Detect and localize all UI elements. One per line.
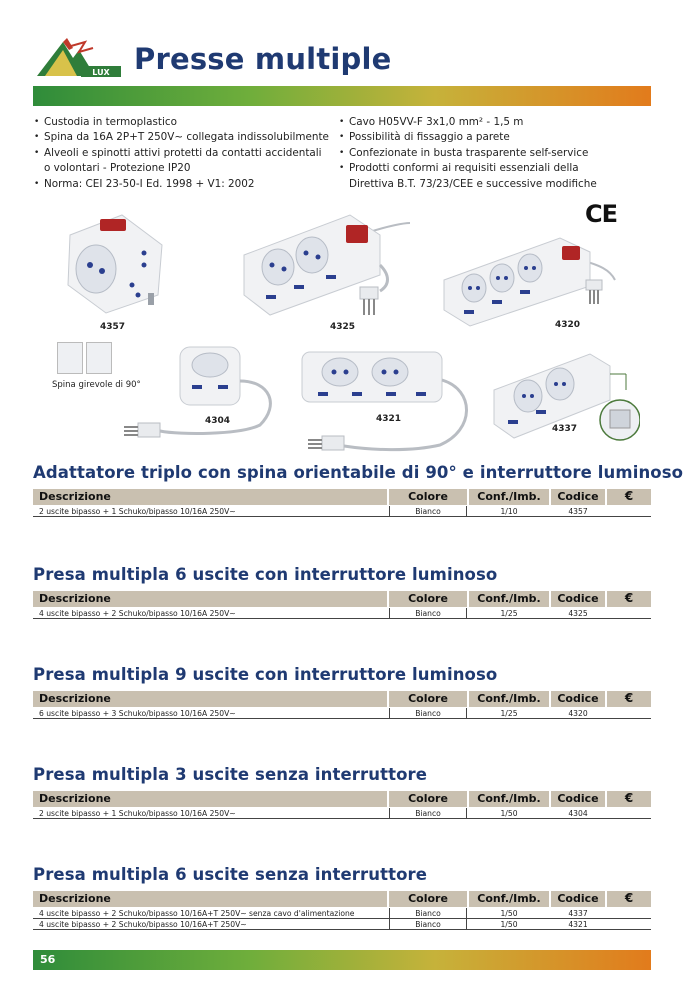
row-codice: 4357 — [568, 507, 588, 516]
row-colore: Bianco — [389, 919, 467, 930]
spina-girevole-caption: Spina girevole di 90° — [52, 380, 141, 390]
header-codice: Codice — [551, 591, 605, 607]
row-codice: 4321 — [568, 920, 588, 929]
row-conf: 1/25 — [500, 609, 518, 618]
header-colore: Colore — [389, 691, 467, 707]
header-colore: Colore — [389, 791, 467, 807]
product-label-4304: 4304 — [205, 416, 231, 426]
product-4325-image — [240, 205, 410, 320]
feature-text: • Alveoli e spinotti attivi protetti da contatti accidentali — [44, 146, 322, 159]
header-conf: Conf./Imb. — [469, 489, 549, 505]
header-codice: Codice — [551, 691, 605, 707]
section-title: Presa multipla 6 uscite senza interruttore — [33, 865, 428, 884]
right-feature-item — [339, 146, 659, 161]
header-gradient-bar — [33, 86, 651, 106]
header-euro: € — [607, 489, 651, 505]
row-conf: 1/50 — [500, 809, 518, 818]
row-colore: Bianco — [389, 808, 467, 819]
row-conf: 1/25 — [500, 709, 518, 718]
feature-text: Direttiva B.T. 73/23/CEE e successive modifiche — [349, 177, 597, 190]
footer-gradient-bar — [33, 950, 651, 970]
product-4320-image — [440, 230, 620, 330]
row-descrizione: 6 uscite bipasso + 3 Schuko/bipasso 10/16A 250V~ — [39, 709, 236, 718]
feature-text: o volontari - Protezione IP20 — [44, 162, 191, 175]
row-codice: 4320 — [568, 709, 588, 718]
product-label-4357: 4357 — [100, 322, 126, 332]
left-feature-item — [34, 115, 334, 130]
product-4304-image — [120, 345, 290, 445]
feature-text: • Norma: CEI 23-50-I Ed. 1998 + V1: 2002 — [44, 177, 255, 190]
table-row — [33, 506, 651, 517]
header-euro: € — [607, 691, 651, 707]
header-colore: Colore — [389, 489, 467, 505]
header-conf: Conf./Imb. — [469, 591, 549, 607]
header-conf: Conf./Imb. — [469, 791, 549, 807]
product-label-4321: 4321 — [376, 414, 402, 424]
table-header — [33, 591, 651, 607]
table-row — [33, 808, 651, 819]
row-colore: Bianco — [389, 908, 467, 919]
feature-text: • Possibilità di fissaggio a parete — [349, 131, 510, 144]
section-title: Presa multipla 6 uscite con interruttore luminoso — [33, 565, 498, 584]
table-header — [33, 489, 651, 505]
row-codice: 4337 — [568, 909, 588, 918]
header-descrizione: Descrizione — [33, 591, 387, 607]
page-number: 56 — [40, 953, 56, 966]
left-feature-item — [34, 146, 334, 177]
table-header — [33, 891, 651, 907]
product-4357-image — [62, 205, 172, 315]
header-descrizione: Descrizione — [33, 891, 387, 907]
header-colore: Colore — [389, 591, 467, 607]
logo-text: LUX — [92, 68, 110, 77]
feature-text: • Custodia in termoplastico — [44, 116, 177, 128]
header-conf: Conf./Imb. — [469, 891, 549, 907]
spina-image-1 — [57, 342, 83, 374]
header-euro: € — [607, 791, 651, 807]
row-descrizione: 2 uscite bipasso + 1 Schuko/bipasso 10/16A 250V~ — [39, 809, 236, 818]
row-descrizione: 4 uscite bipasso + 2 Schuko/bipasso 10/16A+T 250V~ senza cavo d'alimentazione — [39, 909, 355, 918]
features-left-list — [34, 115, 334, 192]
features-right-list — [339, 115, 659, 192]
section-title: Adattatore triplo con spina orientabile di 90° e interruttore luminoso — [33, 463, 684, 482]
header-codice: Codice — [551, 891, 605, 907]
row-codice: 4325 — [568, 609, 588, 618]
table-header — [33, 791, 651, 807]
header-colore: Colore — [389, 891, 467, 907]
row-descrizione: 4 uscite bipasso + 2 Schuko/bipasso 10/16A 250V~ — [39, 609, 236, 618]
row-colore: Bianco — [389, 506, 467, 517]
product-label-4325: 4325 — [330, 322, 356, 332]
right-feature-item — [339, 161, 659, 192]
header-conf: Conf./Imb. — [469, 691, 549, 707]
header-descrizione: Descrizione — [33, 691, 387, 707]
row-descrizione: 2 uscite bipasso + 1 Schuko/bipasso 10/16A 250V~ — [39, 507, 236, 516]
row-colore: Bianco — [389, 608, 467, 619]
left-feature-item — [34, 130, 334, 145]
table-header — [33, 691, 651, 707]
row-colore: Bianco — [389, 708, 467, 719]
page-title: Presse multiple — [134, 42, 392, 76]
product-4337-image — [490, 350, 640, 450]
row-conf: 1/10 — [500, 507, 518, 516]
header-euro: € — [607, 891, 651, 907]
section-title: Presa multipla 3 uscite senza interruttore — [33, 765, 428, 784]
right-feature-item — [339, 130, 659, 145]
feature-text: • Confezionate in busta trasparente self-service — [349, 146, 589, 159]
feature-text: • Cavo H05VV-F 3x1,0 mm² - 1,5 m — [349, 116, 524, 128]
spina-image-2 — [86, 342, 112, 374]
table-row — [33, 919, 651, 930]
feature-text: • Prodotti conformi ai requisiti essenziali della — [349, 162, 579, 175]
row-descrizione: 4 uscite bipasso + 2 Schuko/bipasso 10/16A+T 250V~ — [39, 920, 247, 929]
row-conf: 1/50 — [500, 920, 518, 929]
product-4321-image — [300, 350, 480, 460]
table-row — [33, 908, 651, 919]
header-descrizione: Descrizione — [33, 489, 387, 505]
table-row — [33, 708, 651, 719]
header-euro: € — [607, 591, 651, 607]
ce-mark: CE — [585, 200, 618, 228]
left-feature-item — [34, 177, 334, 192]
right-feature-item — [339, 115, 659, 130]
row-codice: 4304 — [568, 809, 588, 818]
header-codice: Codice — [551, 791, 605, 807]
product-label-4320: 4320 — [555, 320, 581, 330]
product-label-4337: 4337 — [552, 424, 578, 434]
table-row — [33, 608, 651, 619]
row-conf: 1/50 — [500, 909, 518, 918]
header-descrizione: Descrizione — [33, 791, 387, 807]
header-codice: Codice — [551, 489, 605, 505]
section-title: Presa multipla 9 uscite con interruttore luminoso — [33, 665, 498, 684]
feature-text: • Spina da 16A 2P+T 250V~ collegata indissolubilmente — [44, 131, 329, 144]
company-logo — [33, 36, 123, 80]
